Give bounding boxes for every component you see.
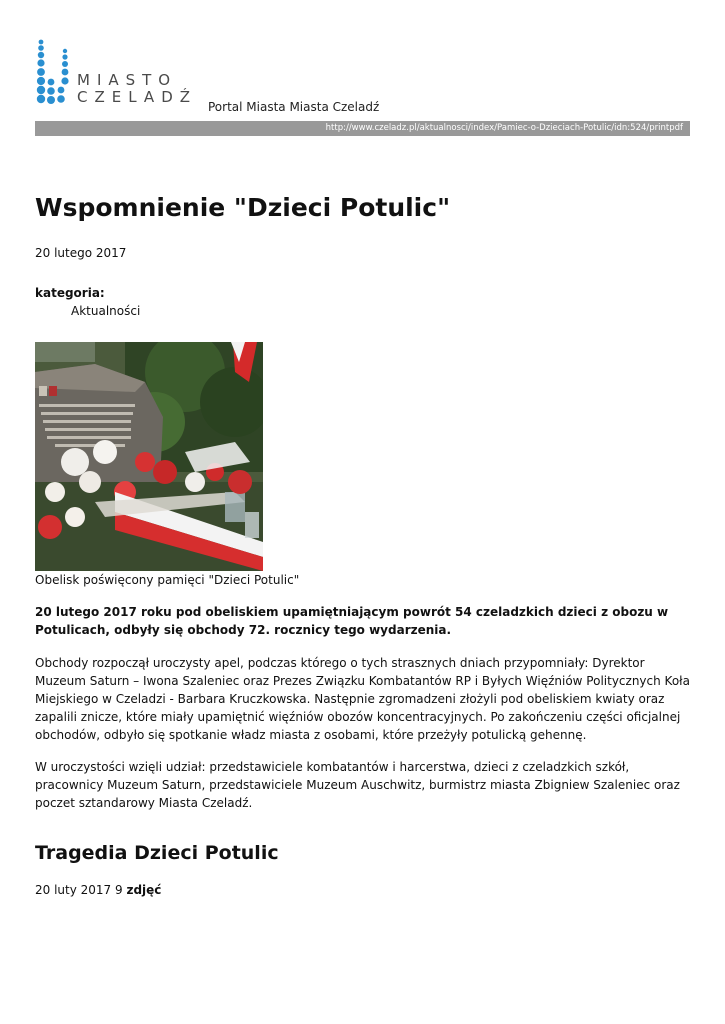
gallery-date: 20 luty 2017 — [35, 883, 112, 897]
gallery-photo-count-label: zdjęć — [126, 883, 162, 897]
article-paragraph: Obchody rozpoczął uroczysty apel, podczas którego o tych strasznych dniach przypomniały: Dyrektor Muzeum Saturn – Iwona Szaleniec oraz Prezes Związku Kombatantów RP i Byłych Więźniów Politycznych Koła Miejskiego w Czeladzi - Barbara Kruczkowska. Następnie zgromadzeni złożyli pod obeliskiem kwiaty oraz zapalili znicze, które miały upamiętnić więźniów obozów koncentracyjnych. Po zakończeniu części oficjalnej obchodów, odbyło się spotkanie władz miasta z osobami, które przeżyły potulicką gehennę. — [35, 656, 690, 742]
article-lead: 20 lutego 2017 roku pod obeliskiem upamiętniającym powrót 54 czeladzkich dzieci z obozu w Potulicach, odbyły się obchody 72. rocznicy tego wydarzenia. — [35, 605, 669, 637]
page-title: Wspomnienie "Dzieci Potulic" — [35, 193, 451, 222]
portal-name: Portal Miasta Miasta Czeladź — [208, 100, 380, 114]
site-header — [35, 38, 690, 114]
gallery-photo-count: 9 — [115, 883, 123, 897]
city-logo-icon — [35, 38, 71, 110]
image-caption: Obelisk poświęcony pamięci "Dzieci Potulic" — [35, 573, 300, 587]
category-value: Aktualności — [71, 304, 141, 318]
article-paragraph: W uroczystości wzięli udział: przedstawiciele kombatantów i harcerstwa, dzieci z czeladzkich szkół, pracownicy Muzeum Saturn, przedstawiciele Muzeum Auschwitz, burmistrz miasta Zbigniew Szaleniec oraz poczet sztandarowy Miasta Czeladź. — [35, 760, 680, 810]
url-bar: http://www.czeladz.pl/aktualnosci/index/Pamiec-o-Dzieciach-Potulic/idn:524/printpdf — [35, 121, 690, 136]
article-date: 20 lutego 2017 — [35, 246, 127, 260]
gallery-info — [35, 883, 161, 897]
logo-wordmark — [77, 72, 197, 106]
obelisk-photo-image — [35, 342, 263, 571]
article-photo — [35, 342, 263, 571]
gallery-title: Tragedia Dzieci Potulic — [35, 842, 279, 864]
category-label: kategoria: — [35, 286, 105, 300]
logo-line-2: CZELADŹ — [77, 88, 198, 106]
logo-line-1: MIASTO — [77, 71, 178, 89]
